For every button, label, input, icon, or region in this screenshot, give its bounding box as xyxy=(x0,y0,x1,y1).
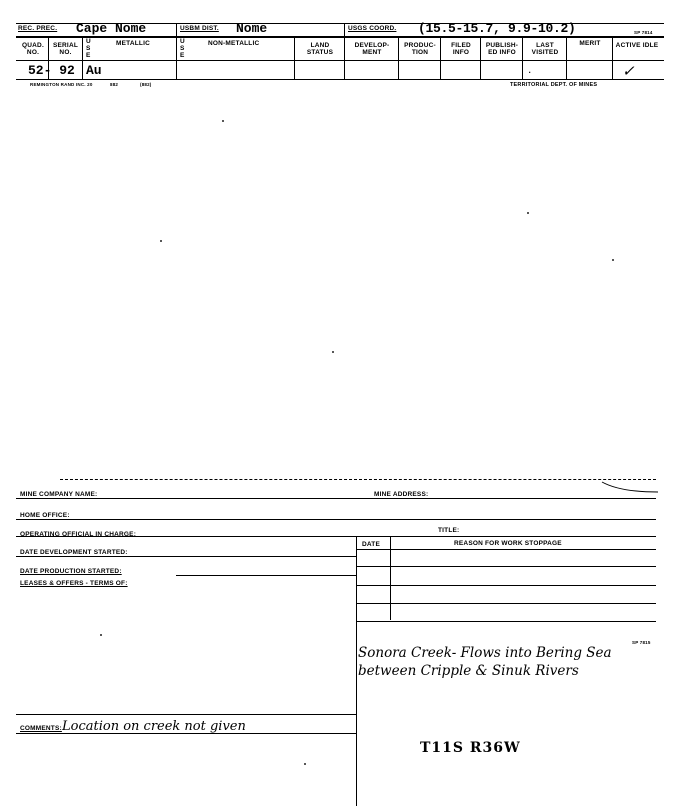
printer-imprint: REMINGTON RAND INC. 20 xyxy=(30,82,93,87)
quad-no-label: QUAD. NO. xyxy=(22,42,44,56)
col-sep-production xyxy=(398,37,399,79)
row-divider xyxy=(16,79,664,80)
usbm-dist-label: USBM DIST. xyxy=(180,25,219,32)
col-sep-last-visited xyxy=(522,37,523,79)
stoppage-row-4 xyxy=(356,621,656,622)
scan-speck xyxy=(304,763,306,765)
stoppage-header-line xyxy=(356,549,656,550)
last-visited-mark: . xyxy=(528,62,532,76)
header-sep-1 xyxy=(176,23,177,79)
footer-code-1: 882 xyxy=(110,82,119,87)
col-sep-filed xyxy=(440,37,441,79)
header-sep-2 xyxy=(344,23,345,79)
comments-label: COMMENTS: xyxy=(20,725,62,732)
comments-top-line xyxy=(16,714,356,715)
comments-line xyxy=(16,733,356,734)
card-corner-curl xyxy=(600,480,660,494)
usgs-coord-value: (15.5-15.7, 9.9-10.2) xyxy=(418,21,576,36)
usgs-coord-label: USGS COORD. xyxy=(348,25,397,32)
stoppage-row-3 xyxy=(356,603,656,604)
title-label: TITLE: xyxy=(438,527,460,534)
scan-speck xyxy=(332,351,334,353)
leases-label: LEASES & OFFERS - TERMS OF: xyxy=(20,580,128,587)
notes-line-2: between Cripple & Sinuk Rivers xyxy=(358,663,579,679)
development-label: DEVELOP- MENT xyxy=(354,42,390,56)
production-label: PRODUC- TION xyxy=(404,42,436,56)
reason-column-label: REASON FOR WORK STOPPAGE xyxy=(454,540,562,547)
col-sep-land xyxy=(294,37,295,79)
nonmetallic-use-prefix: U S E xyxy=(180,38,185,59)
comments-value: Location on creek not given xyxy=(62,719,246,734)
metallic-label: METALLIC xyxy=(116,40,150,47)
col-sep-active xyxy=(612,37,613,79)
scan-speck xyxy=(160,240,162,242)
quad-serial-value: 52- 92 xyxy=(28,63,75,78)
scan-speck xyxy=(612,259,614,261)
mine-address-label: MINE ADDRESS: xyxy=(374,491,429,498)
metallic-value: Au xyxy=(86,63,102,78)
col-sep-metallic xyxy=(82,37,83,79)
land-status-label: LAND STATUS xyxy=(306,42,334,56)
dev-started-line xyxy=(16,556,356,557)
prod-started-line xyxy=(176,575,356,576)
merit-label: MERIT xyxy=(579,40,601,47)
nonmetallic-label: NON-METALLIC xyxy=(208,40,260,47)
scan-speck xyxy=(222,120,224,122)
stoppage-row-2 xyxy=(356,585,656,586)
form-number-top: SP 7814 xyxy=(634,30,653,35)
prod-started-label: DATE PRODUCTION STARTED: xyxy=(20,568,122,575)
rec-prec-label: REC. PREC. xyxy=(18,25,58,32)
home-office-label: HOME OFFICE: xyxy=(20,512,70,519)
dev-started-label: DATE DEVELOPMENT STARTED: xyxy=(20,549,128,556)
form-number-bottom: SP 7815 xyxy=(632,640,651,645)
scan-speck xyxy=(100,634,102,636)
serial-no-label: SERIAL NO. xyxy=(52,42,79,56)
mine-company-label: MINE COMPANY NAME: xyxy=(20,491,98,498)
scan-speck xyxy=(527,212,529,214)
last-visited-label: LAST VISITED xyxy=(531,42,559,56)
active-idle-check-icon: ✓ xyxy=(622,62,635,80)
mine-company-line xyxy=(16,498,656,499)
operating-official-line xyxy=(16,536,656,537)
home-office-line xyxy=(16,519,656,520)
notes-line-1: Sonora Creek- Flows into Bering Sea xyxy=(358,645,612,661)
usbm-dist-value: Nome xyxy=(236,21,268,36)
township-range: T11S R36W xyxy=(420,740,521,756)
operating-official-label: OPERATING OFFICIAL IN CHARGE: xyxy=(20,531,137,538)
rec-prec-value: Cape Nome xyxy=(76,21,147,36)
filed-info-label: FILED INFO xyxy=(451,42,471,56)
col-sep-merit xyxy=(566,37,567,79)
date-column-label: DATE xyxy=(362,541,381,548)
department-imprint: TERRITORIAL DEPT. OF MINES xyxy=(510,82,598,88)
bottom-card-top-edge xyxy=(60,479,656,480)
col-sep-published xyxy=(480,37,481,79)
published-info-label: PUBLISH- ED INFO xyxy=(485,42,519,56)
stoppage-row-1 xyxy=(356,566,656,567)
left-right-divider xyxy=(356,536,357,806)
metallic-use-prefix: U S E xyxy=(86,38,91,59)
active-idle-label: ACTIVE IDLE xyxy=(615,42,659,49)
footer-code-2: (882) xyxy=(140,82,152,87)
